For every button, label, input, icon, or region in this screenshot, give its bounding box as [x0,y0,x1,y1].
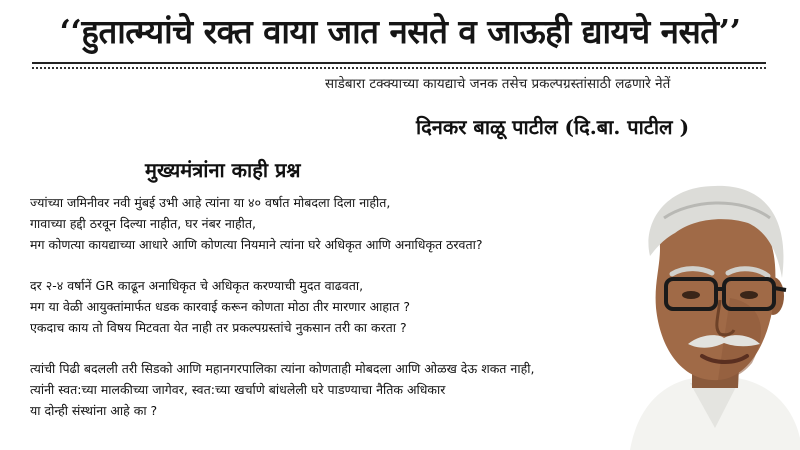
text-line: या दोन्ही संस्थांना आहे का ? [30,403,158,418]
text-line: मग कोणत्या कायद्याच्या आधारे आणि कोणत्या नियमाने त्यांना घरे अधिकृत आणि अनाधिकृत ठरवता? [30,237,483,252]
subtitle: साडेबारा टक्क्याच्या कायद्याचे जनक तसेच प्रकल्पग्रस्तांसाठी लढणारे नेतें [325,76,671,92]
text-line: दर २-४ वर्षानें GR काढून अनाधिकृत चे अधिकृत करण्याची मुदत वाढवता, [30,278,364,293]
text-line: त्यांची पिढी बदलली तरी सिडको आणि महानगरपालिका त्यांना कोणताही मोबदला आणि ओळख देऊ शकत नाही, [30,361,535,376]
portrait-photo [620,178,800,450]
text-line: ज्यांच्या जमिनीवर नवी मुंबई उभी आहे त्यांना या ४० वर्षात मोबदला दिला नाहीत, [30,195,391,210]
paragraph [30,358,610,421]
section-title: मुख्यमंत्रांना काही प्रश्न [145,158,301,182]
divider-dotted-line [32,67,766,69]
text-line: त्यांनी स्वत:च्या मालकीच्या जागेवर, स्वत:च्या खर्चाणे बांधलेली घरे पाडण्याचा नैतिक अधिकार [30,382,446,397]
paragraph [30,275,610,338]
questions-body [30,192,610,441]
person-name: दिनकर बाळू पाटील (दि.बा. पाटील ) [416,115,690,139]
text-line: गावाच्या हद्दी ठरवून दिल्या नाहीत, घर नंबर नाहीत, [30,216,256,231]
divider-line [32,62,766,64]
headline: ‘‘हुतात्म्यांचे रक्त वाया जात नसते व जाऊही द्यायचे नसते’’ [59,12,741,51]
text-line: एकदाच काय तो विषय मिटवता येत नाही तर प्रकल्पग्रस्तांचे नुकसान तरी का करता ? [30,320,407,335]
paragraph [30,192,610,255]
text-line: मग या वेळी आयुक्तांमार्फत धडक कारवाई करून कोणता मोठा तीर मारणार आहात ? [30,299,410,314]
